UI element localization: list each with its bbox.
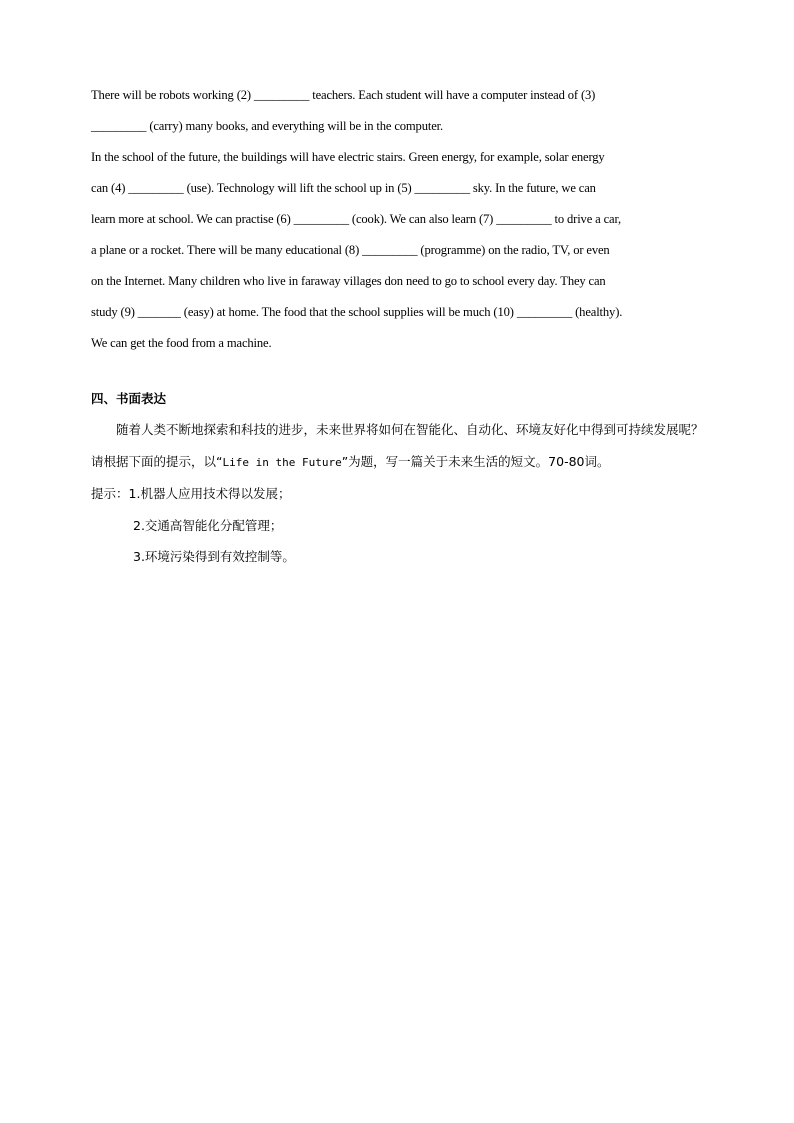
- passage-line: a plane or a rocket. There will be many educational (8) _________ (programme) on the radio, TV, or even: [91, 243, 610, 257]
- instructions-part-2: ”为题，写一篇关于未来生活的短文。70-80词。: [341, 453, 610, 469]
- essay-title: Life in the Future: [222, 455, 342, 469]
- document-page: [91, 80, 706, 573]
- passage-line: can (4) _________ (use). Technology will lift the school up in (5) _________ sky. In the future, we can: [91, 181, 596, 195]
- tip-item: 3.环境污染得到有效控制等。: [133, 549, 295, 564]
- tip-item: 1.机器人应用技术得以发展；: [128, 486, 291, 501]
- passage-line: _________ (carry) many books, and everything will be in the computer.: [91, 119, 443, 133]
- writing-instructions: [91, 414, 706, 478]
- passage-line: on the Internet. Many children who live in faraway villages don need to go to school every day. They can: [91, 274, 606, 288]
- tips-label: 提示：: [91, 486, 129, 501]
- passage-line: We can get the food from a machine.: [91, 336, 272, 350]
- instructions-part-1: 随着人类不断地探索和科技的进步，未来世界将如何在智能化、自动化、环境友好化中得到可持续发展呢？请根据下面的提示，以“: [91, 422, 704, 469]
- writing-section: [91, 384, 706, 573]
- section-title: 四、书面表达: [91, 391, 167, 406]
- tip-item: 2.交通高智能化分配管理；: [133, 517, 283, 533]
- tips-line: [91, 478, 706, 510]
- passage-line: There will be robots working (2) _________ teachers. Each student will have a computer instead of (3): [91, 88, 596, 102]
- cloze-passage: [91, 80, 706, 359]
- passage-line: learn more at school. We can practise (6) _________ (cook). We can also learn (7) _________ to drive a car,: [91, 212, 621, 226]
- passage-line: study (9) _______ (easy) at home. The food that the school supplies will be much (10) _________ (healthy).: [91, 305, 623, 319]
- passage-line: In the school of the future, the buildings will have electric stairs. Green energy, for example, solar energy: [91, 150, 605, 164]
